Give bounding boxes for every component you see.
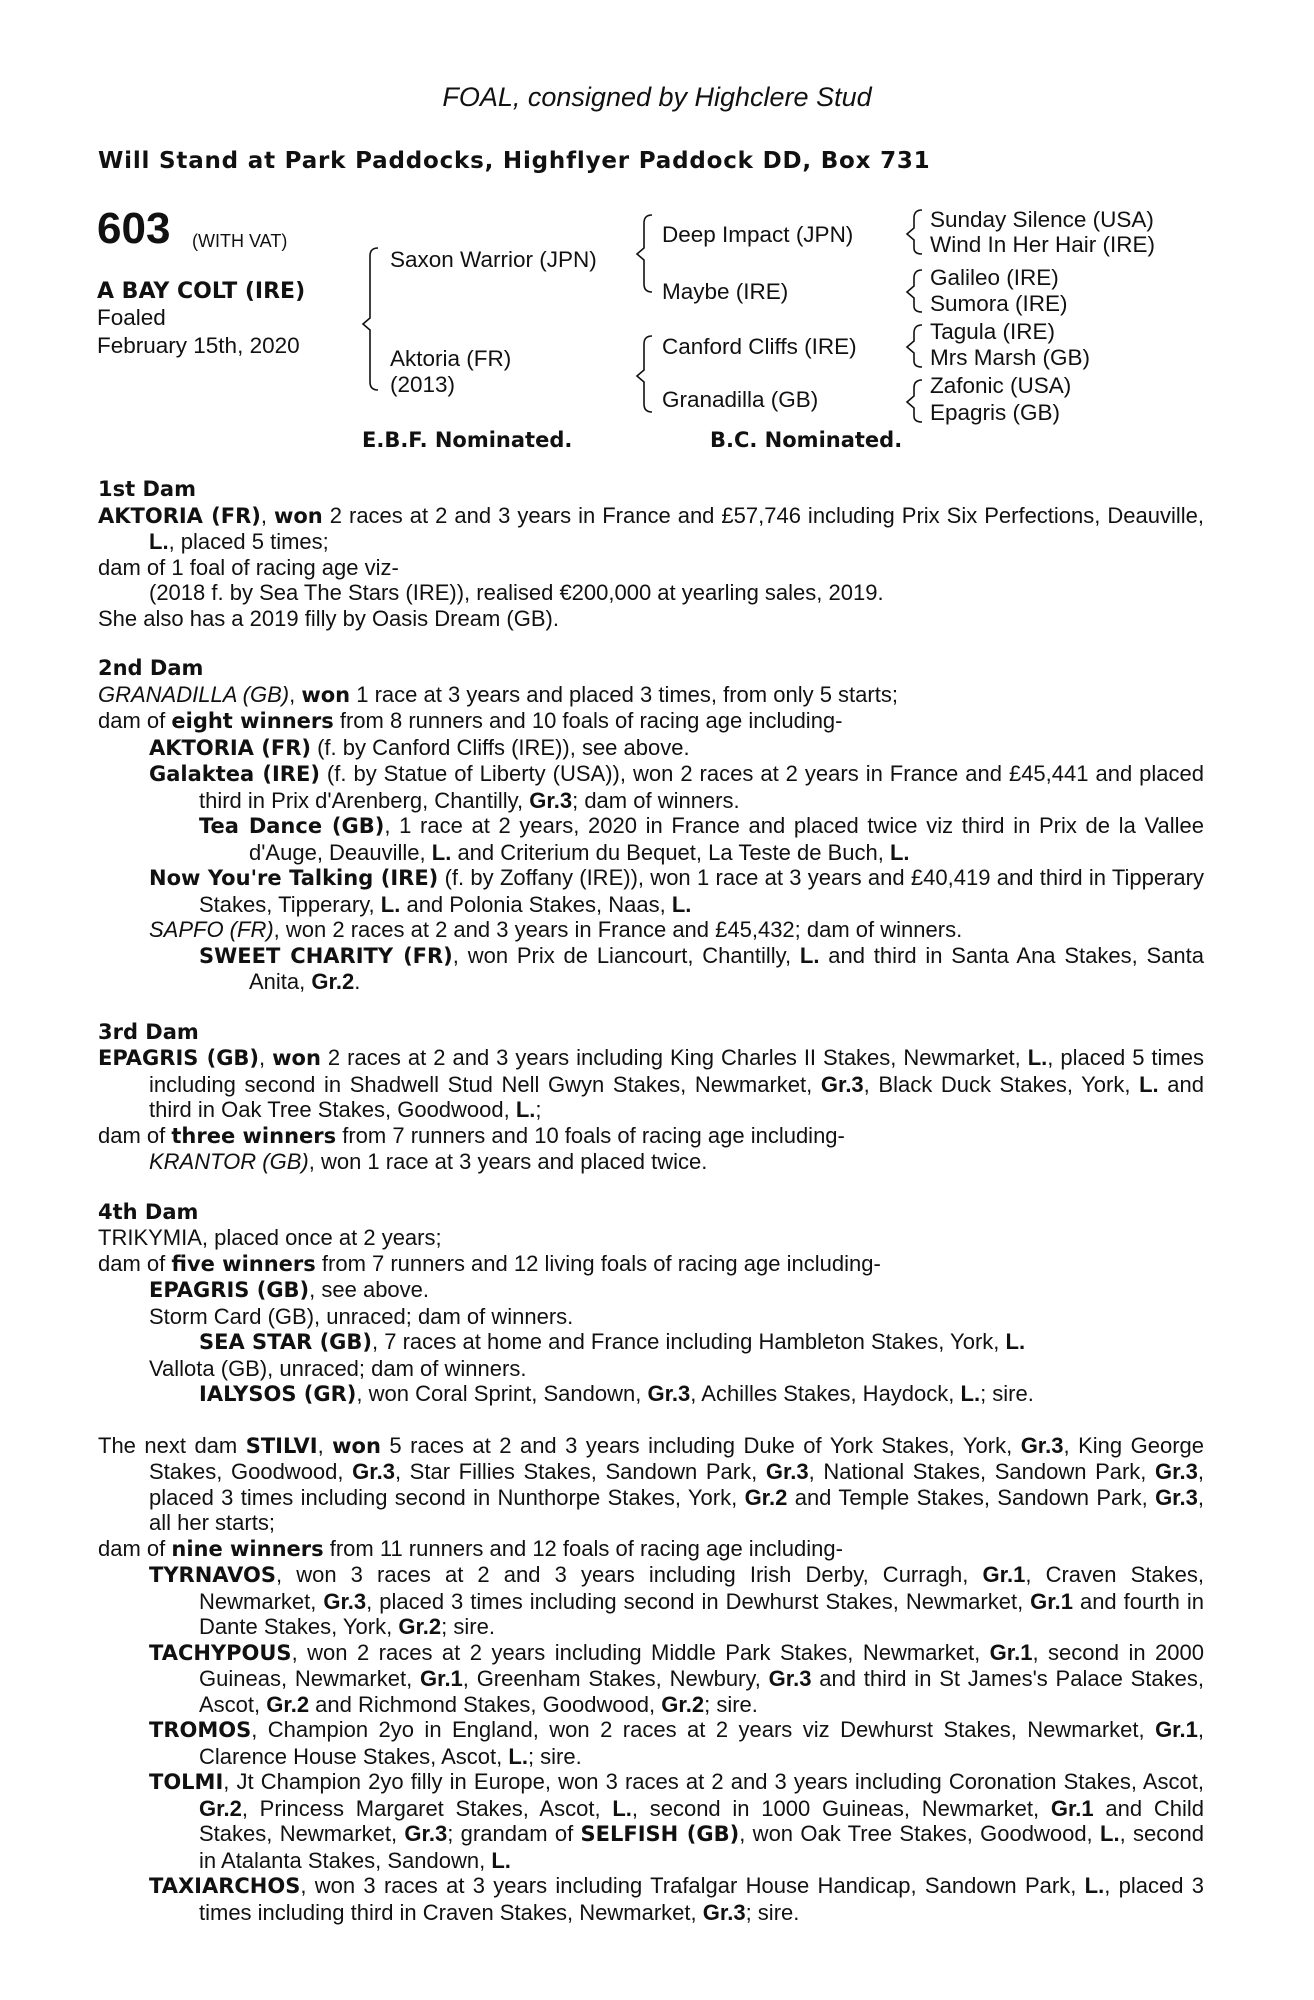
second-dam-record: GRANADILLA (GB), won 1 race at 3 years and placed 3 times, from only 5 starts; — [98, 681, 898, 707]
progeny-name: SEA STAR (GB) — [199, 1330, 373, 1354]
progeny-name: AKTORIA (FR) — [149, 735, 311, 760]
third-dam-name: EPAGRIS (GB) — [98, 1046, 260, 1070]
winners-count: five winners — [171, 1251, 316, 1276]
progeny-entry — [98, 1329, 1204, 1356]
ancestor-1: Sunday Silence (USA) — [930, 207, 1154, 232]
record-text: , National Stakes, Sandown Park, — [808, 1459, 1156, 1484]
sire-dam: Maybe (IRE) — [662, 279, 789, 304]
record-text: dam of — [98, 1122, 172, 1148]
third-dam-record: EPAGRIS (GB), won 2 races at 2 and 3 years including King Charles II Stakes, Newmarket, L., placed 5 times including second in Shadwell Stud Nell Gwyn Stakes, Newmarket, Gr.3, Black Duck Stakes, York, L. and third in Oak Tree Stakes, Goodwood, L.; — [98, 1045, 1204, 1122]
progeny-entry — [98, 813, 1204, 865]
progeny-entry: Storm Card (GB), unraced; dam of winners. — [149, 1303, 574, 1329]
record-text: , see above. — [309, 1277, 430, 1302]
progeny-name: EPAGRIS (GB) — [149, 1278, 310, 1302]
dam-year: (2013) — [390, 372, 456, 397]
listed-marker: L. — [380, 891, 401, 917]
record-text: and Richmond Stakes, Goodwood, — [309, 1691, 662, 1717]
record-text: from 8 runners and 10 foals of racing age including- — [333, 708, 843, 733]
group-marker: Gr.1 — [989, 1639, 1033, 1665]
foaled-date: February 15th, 2020 — [97, 333, 300, 358]
progeny-name: TROMOS — [149, 1718, 252, 1742]
third-dam-heading: 3rd Dam — [98, 1019, 199, 1044]
listed-marker: L. — [431, 839, 452, 865]
foaled-label: Foaled — [97, 305, 166, 330]
progeny-entry — [98, 943, 1204, 995]
record-text: , 1 race at 2 years, 2020 in France and placed twice viz third in Prix de la Vallee d'Auge, Deauville, — [249, 813, 1204, 865]
won-label: won — [273, 503, 323, 528]
ebf-nominated: E.B.F. Nominated. — [362, 428, 573, 452]
record-text: , Princess Margaret Stakes, Ascot, — [241, 1795, 613, 1821]
progeny-entry — [98, 1562, 1204, 1640]
record-text: ; sire. — [980, 1381, 1034, 1406]
record-text: , King George Stakes, Goodwood, — [149, 1432, 1204, 1484]
record-text: ; sire. — [441, 1614, 495, 1639]
progeny-entry — [98, 735, 1204, 762]
record-text: from 7 runners and 10 foals of racing age including- — [336, 1122, 845, 1148]
record-text: dam of — [98, 708, 172, 733]
record-text: ; grandam of — [447, 1821, 581, 1846]
record-text: , placed 5 times; — [168, 529, 329, 554]
group-marker: Gr.2 — [199, 1795, 242, 1821]
won-label: won — [272, 1046, 321, 1070]
progeny-name: IALYSOS (GR) — [199, 1382, 357, 1406]
record-text: (f. by Canford Cliffs (IRE)), see above. — [310, 734, 690, 760]
group-marker: Gr.3 — [768, 1666, 812, 1691]
record-text: , won Coral Sprint, Sandown, — [356, 1381, 648, 1406]
group-marker: Gr.3 — [529, 787, 573, 813]
group-marker: Gr.2 — [744, 1484, 788, 1510]
record-text: , all her starts; — [149, 1484, 1204, 1535]
ancestor-4: Sumora (IRE) — [930, 291, 1068, 316]
listed-marker: L. — [1084, 1873, 1105, 1898]
listed-marker: L. — [612, 1795, 632, 1821]
won-label: won — [301, 682, 351, 707]
record-text: , second in Atalanta Stakes, Sandown, — [199, 1821, 1204, 1873]
record-text: and fourth in Dante Stakes, York, — [199, 1588, 1204, 1639]
fourth-dam-record: TRIKYMIA, placed once at 2 years; — [98, 1225, 442, 1250]
record-text: from 11 runners and 12 foals of racing age including- — [323, 1535, 843, 1561]
record-text: , won Prix de Liancourt, Chantilly, — [452, 942, 800, 968]
group-marker: Gr.3 — [647, 1381, 691, 1406]
record-text: , Achilles Stakes, Haydock, — [690, 1381, 961, 1406]
progeny-name: TAXIARCHOS — [149, 1874, 301, 1898]
horse-name: A BAY COLT (IRE) — [97, 279, 306, 304]
ancestor-2: Wind In Her Hair (IRE) — [930, 232, 1156, 257]
foal-entry: (2018 f. by Sea The Stars (IRE)), realised €200,000 at yearling sales, 2019. — [149, 580, 884, 605]
record-text: , Black Duck Stakes, York, — [863, 1071, 1140, 1097]
record-text: and third in Santa Ana Stakes, Santa Anita, — [249, 942, 1205, 994]
record-text: , Craven Stakes, Newmarket, — [199, 1562, 1204, 1614]
catalogue-body — [98, 477, 1204, 1925]
record-text: (f. by Zoffany (IRE)), won 1 race at 3 years and £40,419 and third in Tipperary Stakes, Tipperary, — [199, 865, 1204, 917]
group-marker: Gr.3 — [352, 1459, 395, 1484]
progeny-name: SWEET CHARITY (FR) — [199, 943, 453, 968]
progeny-entry — [98, 1381, 1204, 1408]
group-marker: Gr.2 — [661, 1691, 705, 1717]
progeny-name: Tea Dance (GB) — [199, 814, 385, 838]
group-marker: Gr.1 — [1050, 1795, 1094, 1821]
listed-marker: L. — [1100, 1821, 1120, 1846]
also-line: She also has a 2019 filly by Oasis Dream (GB). — [98, 605, 559, 631]
record-text: dam of — [98, 1535, 172, 1561]
record-text: , second in 2000 Guineas, Newmarket, — [199, 1639, 1204, 1691]
progeny-name: TYRNAVOS — [149, 1563, 276, 1587]
progeny-name: SELFISH (GB) — [580, 1822, 740, 1846]
progeny-entry — [98, 1640, 1204, 1718]
produce-line: dam of 1 foal of racing age viz- — [98, 554, 399, 580]
listed-marker: L. — [960, 1381, 981, 1406]
listed-marker: L. — [1027, 1045, 1048, 1070]
record-text: 5 races at 2 and 3 years including Duke of York Stakes, York, — [380, 1432, 1021, 1458]
listed-marker: L. — [515, 1097, 536, 1122]
group-marker: Gr.3 — [323, 1588, 367, 1614]
next-dam-section — [98, 1433, 1204, 1926]
record-text: ; dam of winners. — [572, 787, 740, 813]
listed-marker: L. — [671, 891, 692, 917]
dam-sire: Canford Cliffs (IRE) — [662, 334, 857, 359]
record-text: , placed 3 times including third in Craven Stakes, Newmarket, — [199, 1873, 1204, 1925]
record-text: , second in 1000 Guineas, Newmarket, — [631, 1795, 1051, 1821]
ancestor-7: Zafonic (USA) — [930, 373, 1072, 398]
record-text: and Temple Stakes, Sandown Park, — [787, 1484, 1156, 1510]
progeny-entry — [98, 865, 1204, 917]
won-label: won — [332, 1433, 381, 1458]
listed-marker: L. — [149, 529, 169, 554]
record-text: from 7 runners and 12 living foals of racing age including- — [315, 1250, 881, 1276]
record-text: ; sire. — [704, 1691, 758, 1717]
listed-marker: L. — [889, 839, 910, 865]
first-dam-heading: 1st Dam — [98, 477, 196, 501]
group-marker: Gr.3 — [765, 1459, 809, 1484]
produce-line — [98, 1251, 1204, 1278]
second-dam-name: GRANADILLA (GB) — [98, 681, 290, 707]
produce-line — [98, 1123, 1204, 1150]
second-dam-heading: 2nd Dam — [98, 656, 204, 680]
record-text: 2 races at 2 and 3 years in France and £57,746 including Prix Six Perfections, Deauville, — [322, 502, 1204, 528]
group-marker: Gr.1 — [1030, 1588, 1073, 1614]
progeny-entry — [98, 1873, 1204, 1925]
winners-count: nine winners — [171, 1536, 324, 1561]
record-text: , placed 3 times including second in Dewhurst Stakes, Newmarket, — [366, 1588, 1031, 1614]
bc-nominated: B.C. Nominated. — [710, 428, 903, 452]
record-text: , won Oak Tree Stakes, Goodwood, — [739, 1821, 1101, 1846]
record-text: and Child Stakes, Newmarket, — [199, 1795, 1204, 1846]
progeny-name: TACHYPOUS — [149, 1640, 292, 1665]
first-dam-record: AKTORIA (FR), won 2 races at 2 and 3 years in France and £57,746 including Prix Six Perfections, Deauville, L., placed 5 times; — [98, 502, 1204, 554]
record-text: ; sire. — [745, 1899, 800, 1925]
progeny-entry — [98, 1717, 1204, 1769]
group-marker: Gr.3 — [820, 1071, 864, 1097]
progeny-name: Now You're Talking (IRE) — [149, 866, 439, 890]
record-text: , Greenham Stakes, Newbury, — [462, 1666, 769, 1691]
next-dam-name: STILVI — [245, 1433, 318, 1458]
progeny-entry — [98, 761, 1204, 813]
listed-marker: L. — [1139, 1071, 1159, 1097]
second-dam-section — [98, 656, 1204, 995]
dam-dam: Granadilla (GB) — [662, 387, 819, 412]
record-text: , placed 5 times including second in Shadwell Stud Nell Gwyn Stakes, Newmarket, — [149, 1045, 1204, 1097]
listed-marker: L. — [491, 1847, 511, 1873]
record-text: dam of — [98, 1250, 172, 1276]
record-text: , Champion 2yo in England, won 2 races at 2 years viz Dewhurst Stakes, Newmarket, — [251, 1717, 1156, 1742]
record-text: , Star Fillies Stakes, Sandown Park, — [394, 1459, 766, 1484]
record-text: and third in Oak Tree Stakes, Goodwood, — [149, 1071, 1204, 1122]
record-text: 1 race at 3 years and placed 3 times, from only 5 starts; — [350, 681, 898, 707]
group-marker: Gr.2 — [398, 1614, 442, 1639]
listed-marker: L. — [508, 1743, 528, 1769]
record-text: , won 2 races at 2 and 3 years in France and £45,432; dam of winners. — [273, 917, 963, 942]
record-text: , placed 3 times including second in Nunthorpe Stakes, York, — [149, 1459, 1204, 1510]
record-text: , Clarence House Stakes, Ascot, — [199, 1717, 1204, 1769]
listed-marker: L. — [799, 942, 820, 968]
progeny-name: TOLMI — [149, 1770, 224, 1794]
dam: Aktoria (FR) — [390, 346, 512, 371]
group-marker: Gr.3 — [404, 1821, 448, 1846]
progeny-name: Galaktea (IRE) — [149, 762, 320, 786]
record-text: , won 1 race at 3 years and placed twice. — [308, 1149, 708, 1174]
record-text: and third in St James's Palace Stakes, Ascot, — [199, 1666, 1204, 1717]
record-text: , won 3 races at 2 and 3 years including Irish Derby, Curragh, — [275, 1562, 983, 1587]
record-text: , won 2 races at 2 years including Middle Park Stakes, Newmarket, — [291, 1639, 990, 1665]
ancestor-3: Galileo (IRE) — [930, 265, 1059, 290]
group-marker: Gr.3 — [1155, 1459, 1198, 1484]
record-text: 2 races at 2 and 3 years including King Charles II Stakes, Newmarket, — [320, 1045, 1028, 1070]
group-marker: Gr.1 — [1155, 1717, 1198, 1742]
record-text: , won 3 races at 3 years including Trafalgar House Handicap, Sandown Park, — [300, 1873, 1085, 1898]
winners-count: eight winners — [171, 709, 334, 733]
progeny-entry — [98, 1149, 1204, 1175]
stand-location: Will Stand at Park Paddocks, Highflyer Paddock DD, Box 731 — [98, 148, 931, 174]
record-text: and Criterium du Bequet, La Teste de Buch, — [451, 839, 890, 865]
progeny-name: SAPFO (FR) — [149, 917, 274, 942]
group-marker: Gr.3 — [702, 1899, 746, 1925]
group-marker: Gr.3 — [1020, 1432, 1064, 1458]
progeny-entry — [98, 917, 1204, 943]
first-dam-section — [98, 477, 1204, 631]
record-text: The next dam — [98, 1432, 246, 1458]
ancestor-5: Tagula (IRE) — [930, 319, 1056, 344]
third-dam-section — [98, 1020, 1204, 1175]
sire-sire: Deep Impact (JPN) — [662, 222, 854, 247]
produce-line — [98, 708, 1204, 735]
group-marker: Gr.2 — [266, 1691, 310, 1717]
progeny-entry — [98, 1277, 1204, 1304]
group-marker: Gr.2 — [311, 969, 355, 994]
next-dam-record: The next dam STILVI, won 5 races at 2 and 3 years including Duke of York Stakes, York, Gr.3, King George Stakes, Goodwood, Gr.3, Star Fillies Stakes, Sandown Park, Gr.3, National Stakes, Sandown Park, Gr.3, placed 3 times including second in Nunthorpe Stakes, York, Gr.2 and Temple Stakes, Sandown Park, Gr.3, all her starts; — [98, 1432, 1204, 1535]
winners-count: three winners — [171, 1123, 337, 1148]
progeny-name: KRANTOR (GB) — [149, 1149, 309, 1174]
record-text: (f. by Statue of Liberty (USA)), won 2 races at 2 years in France and £45,441 and placed third in Prix d'Arenberg, Chantilly, — [199, 761, 1205, 813]
vat-note: (WITH VAT) — [192, 231, 288, 251]
first-dam-name: AKTORIA (FR) — [98, 503, 261, 528]
fourth-dam-heading: 4th Dam — [98, 1199, 199, 1224]
page-title: FOAL, consigned by Highclere Stud — [442, 82, 872, 112]
produce-line — [98, 1536, 1204, 1563]
fourth-dam-section — [98, 1200, 1204, 1408]
progeny-entry: Vallota (GB), unraced; dam of winners. — [149, 1355, 527, 1381]
group-marker: Gr.3 — [1155, 1484, 1198, 1510]
record-text: , Jt Champion 2yo filly in Europe, won 3 races at 2 and 3 years including Coronation Stakes, Ascot, — [223, 1769, 1204, 1794]
sire: Saxon Warrior (JPN) — [390, 247, 597, 272]
listed-marker: L. — [1005, 1329, 1026, 1354]
record-text: , 7 races at home and France including Hambleton Stakes, York, — [372, 1329, 1006, 1354]
lot-number: 603 — [97, 204, 171, 253]
ancestor-6: Mrs Marsh (GB) — [930, 345, 1090, 370]
ancestor-8: Epagris (GB) — [930, 400, 1061, 425]
group-marker: Gr.1 — [419, 1666, 463, 1691]
record-text: . — [354, 969, 361, 994]
group-marker: Gr.1 — [982, 1562, 1026, 1587]
record-text: and Polonia Stakes, Naas, — [400, 891, 672, 917]
record-text: ; — [535, 1097, 542, 1122]
record-text: ; sire. — [527, 1743, 582, 1769]
progeny-entry — [98, 1769, 1204, 1873]
